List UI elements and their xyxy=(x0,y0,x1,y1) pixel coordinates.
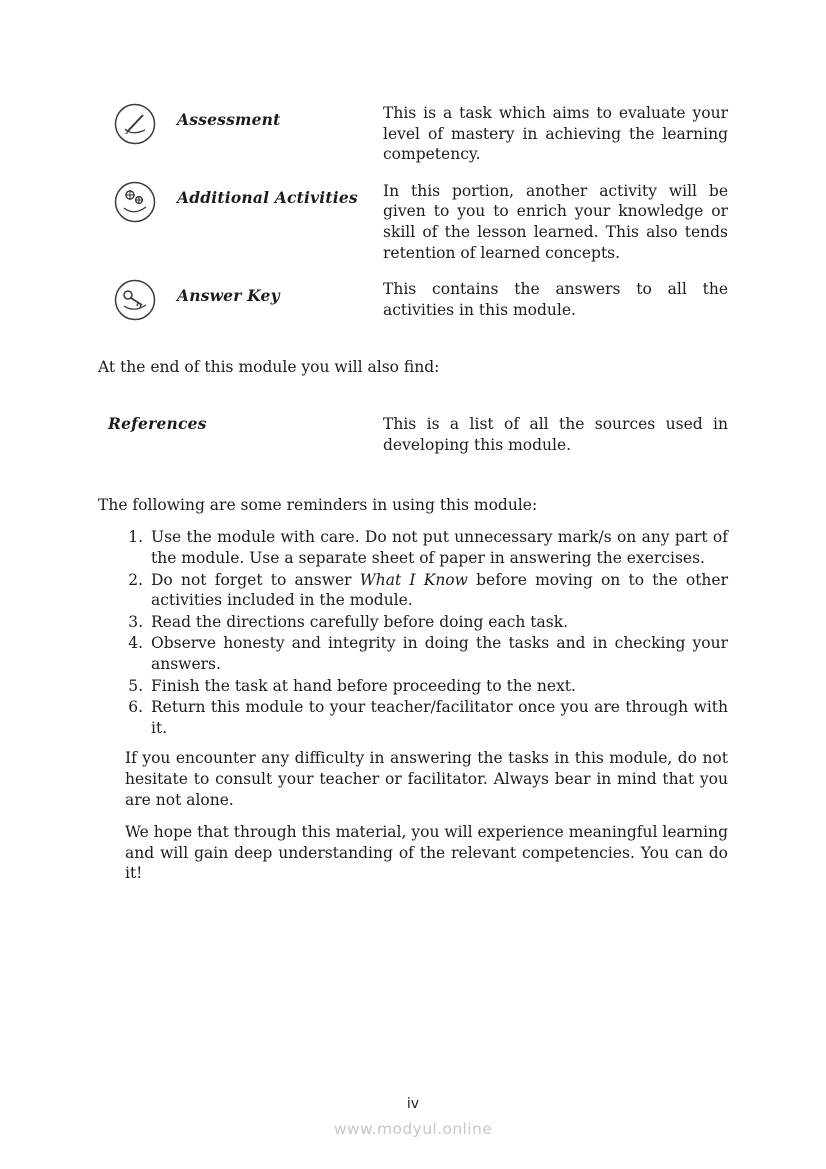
icon-cell xyxy=(98,181,158,229)
reminder-text: before moving on to the other activities included in the module. xyxy=(151,570,728,610)
reminder-item xyxy=(148,612,728,633)
description-cell xyxy=(383,414,728,455)
label-cell xyxy=(158,181,383,209)
reminder-text: Return this module to your teacher/facilitator once you are through with it. xyxy=(151,698,728,737)
reminder-item xyxy=(148,633,728,674)
module-part-row-additional-activities xyxy=(98,181,728,263)
module-part-row-answer-key xyxy=(98,279,728,327)
module-part-description: In this portion, another activity will be given to you to enrich your knowledge or skill of the lesson learned. This also tends retention of learned concepts. xyxy=(383,181,728,262)
writing-hand-icon xyxy=(114,103,156,145)
description-cell xyxy=(383,103,728,165)
reminder-text: Finish the task at hand before proceeding to the next. xyxy=(151,676,576,695)
module-part-description: This contains the answers to all the activities in this module. xyxy=(383,280,728,319)
page-number: iv xyxy=(406,1096,420,1112)
reminder-text: Read the directions carefully before doing each task. xyxy=(151,612,569,631)
label-cell xyxy=(158,279,383,307)
description-cell xyxy=(383,279,728,320)
module-part-label: Additional Activities xyxy=(177,187,358,207)
reminder-item xyxy=(148,570,728,611)
reminder-item xyxy=(148,697,728,738)
end-note-text: At the end of this module you will also find: xyxy=(98,357,440,376)
reminder-text: Use the module with care. Do not put unnecessary mark/s on any part of the module. Use a separate sheet of paper in answering the exercises. xyxy=(151,528,728,567)
icon-cell xyxy=(98,279,158,327)
references-row xyxy=(98,414,728,455)
reminder-italic-phrase: What I Know xyxy=(359,570,468,589)
reminder-text: Observe honesty and integrity in doing the tasks and in checking your answers. xyxy=(151,634,728,673)
module-part-label: Answer Key xyxy=(177,286,280,306)
reminder-item xyxy=(148,676,728,697)
label-cell xyxy=(98,414,383,435)
gears-in-hand-icon xyxy=(114,181,156,223)
references-label: References xyxy=(108,414,207,434)
reminder-text: Do not forget to answer xyxy=(151,570,360,589)
closing-paragraph: We hope that through this material, you will experience meaningful learning and will gain deep understanding of the relevant competencies. You can do it! xyxy=(125,823,728,883)
module-part-row-assessment xyxy=(98,103,728,165)
description-cell xyxy=(383,181,728,263)
reminders-intro-text: The following are some reminders in using this module: xyxy=(98,495,538,514)
module-part-label: Assessment xyxy=(177,110,281,129)
page-content xyxy=(98,0,728,884)
reminders-list xyxy=(125,527,728,738)
references-description: This is a list of all the sources used in developing this module. xyxy=(383,415,728,455)
label-cell xyxy=(158,103,383,131)
reminder-item xyxy=(148,527,728,568)
key-in-hand-icon xyxy=(114,279,156,321)
watermark: www.modyul.online xyxy=(333,1120,493,1138)
module-part-description: This is a task which aims to evaluate your level of mastery in achieving the learning competency. xyxy=(383,104,728,164)
icon-cell xyxy=(98,103,158,151)
closing-paragraph: If you encounter any difficulty in answering the tasks in this module, do not hesitate to consult your teacher or facilitator. Always bear in mind that you are not alone. xyxy=(125,749,728,809)
